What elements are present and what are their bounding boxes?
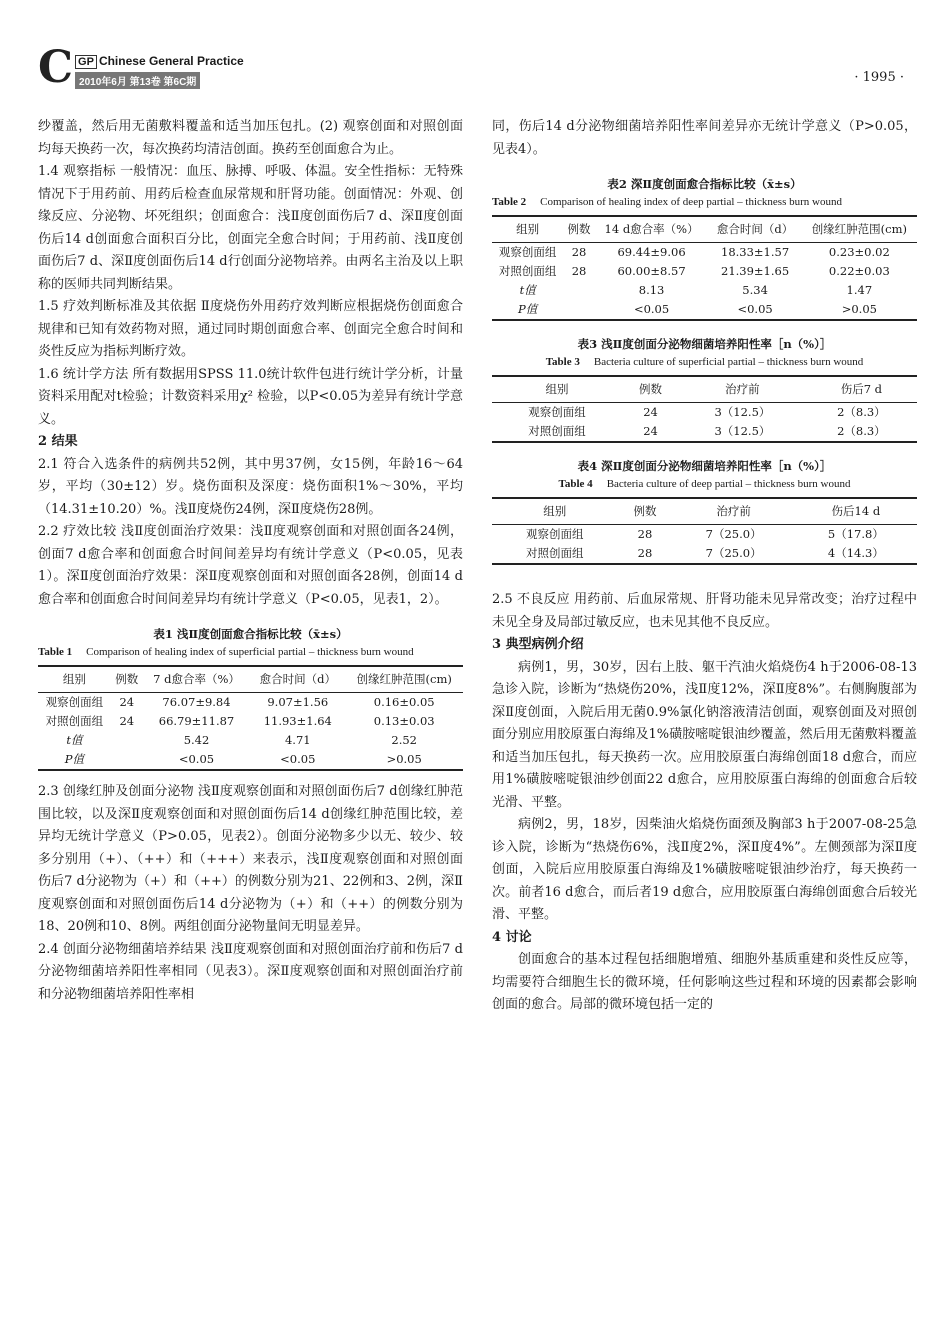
table-header: 治疗前	[673, 498, 795, 525]
table-header: 愈合时间（d）	[708, 216, 801, 243]
table-row: 对照创面组 28 7（25.0） 4（14.3）	[492, 544, 917, 564]
paragraph: 同，伤后14 d分泌物细菌培养阳性率间差异亦无统计学意义（P>0.05，见表4）。	[492, 119, 917, 157]
paragraph: 1.5 疗效判断标准及其依据 Ⅱ度烧伤外用药疗效判断应根据烧伤创面愈合规律和已知有效药物对照，通过同时期创面愈合率、创面完全愈合时间和炎性反应为指标判断疗效。	[38, 299, 463, 359]
table-2	[492, 175, 917, 321]
table-row: 观察创面组 28 69.44±9.06 18.33±1.57 0.23±0.02	[498, 245, 890, 259]
issue-info: 2010年6月 第13卷 第6C期	[75, 72, 200, 89]
table-caption-zh: 表2 深Ⅱ度创面愈合指标比较（x̄±s）	[607, 177, 802, 191]
data-table	[492, 497, 917, 565]
paragraph: 2.5 不良反应 用药前、后血尿常规、肝肾功能未见异常改变；治疗过程中未见全身及局部过敏反应，也未见其他不良反应。	[492, 592, 917, 630]
table-row: P值 <0.05 <0.05 >0.05	[38, 750, 463, 770]
paragraph: 纱覆盖，然后用无菌敷料覆盖和适当加压包扎。(2) 观察创面和对照创面均每天换药一次，每次换药均清洁创面。换药至创面愈合为止。	[38, 119, 463, 157]
table-header: 创缘红肿范围(cm)	[802, 216, 917, 243]
table-caption-en: Table 1 Comparison of healing index of superficial partial – thickness burn wound	[38, 646, 414, 658]
page-header	[38, 42, 918, 93]
logo-letter: C	[38, 42, 74, 93]
table-header: 组别	[492, 498, 617, 525]
table-header: 例数	[617, 498, 672, 525]
section-heading: 4 讨论	[492, 929, 532, 945]
journal-logo	[38, 42, 244, 93]
table-header: 伤后14 d	[795, 498, 917, 525]
table-header: 组别	[38, 666, 111, 693]
journal-name: Chinese General Practice	[98, 54, 244, 68]
data-table	[492, 215, 917, 321]
paragraph: 病例1，男，30岁，因右上肢、躯干汽油火焰烧伤4 h于2006-08-13急诊入院，诊断为“热烧伤20%，浅Ⅱ度12%，深Ⅱ度8%”。右侧胸腹部为深Ⅱ度创面，入院后用无菌0.9%氯化钠溶液清洁创面，观察创面及对照创面分别应用胶原蛋白海绵及1%磺胺嘧啶银油纱覆盖，然后用无菌敷料覆盖和适当加压包扎，每天换药一次。应用胶原蛋白海绵创面18 d愈合，而应用1%磺胺嘧啶银油纱创面22 d愈合，应用胶原蛋白海绵的创面愈合后较光滑、平整。	[492, 659, 917, 810]
paragraph: 2.1 符合入选条件的病例共52例，其中男37例，女15例，年龄16～64岁，平均（30±12）岁。烧伤面积及深度：烧伤面积1%～30%，平均（14.31±10.20）%。浅Ⅱ度烧伤24例，深Ⅱ度烧伤28例。	[38, 456, 463, 517]
table-row: 对照创面组 24 66.79±11.87 11.93±1.64 0.13±0.03	[45, 714, 435, 728]
table-row: t值 5.42 4.71 2.52	[66, 733, 417, 747]
data-table	[38, 665, 463, 771]
table-row: 观察创面组 24 76.07±9.84 9.07±1.56 0.16±0.05	[45, 695, 435, 709]
data-table	[492, 375, 917, 443]
table-caption-en: Table 4 Bacteria culture of deep partial – thickness burn wound	[558, 478, 851, 490]
table-caption-en: Table 3 Bacteria culture of superficial partial – thickness burn wound	[545, 356, 864, 368]
table-header: 例数	[563, 216, 594, 243]
table-1	[38, 625, 463, 771]
table-header: 组别	[492, 376, 622, 403]
logo-gp: GP	[75, 55, 97, 69]
table-caption-zh: 表1 浅Ⅱ度创面愈合指标比较（x̄±s）	[153, 627, 348, 641]
table-header: 组别	[492, 216, 563, 243]
section-heading: 2 结果	[38, 434, 78, 449]
table-header: 伤后7 d	[806, 376, 917, 403]
table-caption-en: Table 2 Comparison of healing index of deep partial – thickness burn wound	[492, 196, 842, 208]
table-header: 愈合时间（d）	[250, 666, 345, 693]
table-row: 对照创面组 24 3（12.5） 2（8.3）	[492, 422, 917, 442]
paragraph: 1.6 统计学方法 所有数据用SPSS 11.0统计软件包进行统计学分析，计量资料采用配对t检验；计数资料采用χ² 检验，以P<0.05为差异有统计学意义。	[38, 366, 463, 427]
section-heading: 3 典型病例介绍	[492, 637, 584, 652]
table-row: 观察创面组 24 3（12.5） 2（8.3）	[528, 405, 886, 419]
paragraph: 病例2，男，18岁，因柴油火焰烧伤面颈及胸部3 h于2007-08-25急诊入院，诊断为“热烧伤6%，浅Ⅱ度2%，深Ⅱ度4%”。左侧颈部为深Ⅱ度创面，入院后应用胶原蛋白海绵及1%磺胺嘧啶银油纱治疗，每天换药一次。前者16 d愈合，而后者19 d愈合，应用胶原蛋白海绵创面愈合后较光滑、平整。	[492, 817, 917, 922]
paragraph: 创面愈合的基本过程包括细胞增殖、细胞外基质重建和炎性反应等，均需要符合细胞生长的微环境，任何影响这些过程和环境的因素都会影响创面的愈合。局部的微环境包括一定的	[492, 952, 917, 1012]
table-row: 观察创面组 28 7（25.0） 5（17.8）	[525, 527, 884, 541]
paragraph: 1.4 观察指标 一般情况：血压、脉搏、呼吸、体温。安全性指标：无特殊情况下于用药前、用药后检查血尿常规和肝肾功能。创面情况：外观、创缘反应、分泌物、坏死组织；创面愈合：浅Ⅱ度创面伤后7 d、深Ⅱ度创面伤后14 d创面愈合面积百分比，创面完全愈合时间；于用药前、浅Ⅱ度创面伤后7 d、深Ⅱ度创面伤后14 d行创面分泌物培养。由两名主治及以上职称的医师共同判断结果。	[38, 164, 463, 292]
table-row: 对照创面组 28 60.00±8.57 21.39±1.65 0.22±0.03	[498, 264, 890, 278]
table-4	[492, 457, 917, 565]
table-row: P值 <0.05 <0.05 >0.05	[492, 300, 917, 320]
page-number: · 1995 ·	[854, 70, 904, 85]
paragraph: 2.2 疗效比较 浅Ⅱ度创面治疗效果：浅Ⅱ度观察创面和对照创面各24例，创面7 d愈合率和创面愈合时间间差异均有统计学意义（P<0.05，见表1）。深Ⅱ度创面治疗效果：深Ⅱ度观察创面和对照创面各28例，创面14 d愈合率和创面愈合时间间差异均有统计学意义（P<0.05，见表1，2）。	[38, 524, 463, 607]
table-header: 治疗前	[679, 376, 806, 403]
right-column	[492, 116, 917, 1017]
left-column	[38, 116, 463, 1006]
paragraph: 2.4 创面分泌物细菌培养结果 浅Ⅱ度观察创面和对照创面治疗前和伤后7 d分泌物细菌培养阳性率相同（见表3）。深Ⅱ度观察创面和对照创面治疗前和分泌物细菌培养阳性率相	[38, 941, 463, 1002]
paragraph: 2.3 创缘红肿及创面分泌物 浅Ⅱ度观察创面和对照创面伤后7 d创缘红肿范围比较，以及深Ⅱ度观察创面和对照创面伤后14 d创缘红肿范围比较，差异均无统计学意义（P>0.05，见表2）。创面分泌物多少以无、较少、较多分别用（+）、（++）和（+++）来表示，浅Ⅱ度观察创面和对照创面伤后7 d分泌物为（+）和（++）的例数分别为21、22例和3、2例，深Ⅱ度观察创面和对照创面伤后14 d分泌物为（+）和（++）的例数分别为18、20例和10、8例。两组创面分泌物量间无明显差异。	[38, 784, 463, 934]
table-caption-zh: 表4 深Ⅱ度创面分泌物细菌培养阳性率［n（%）］	[577, 459, 832, 473]
table-header: 14 d愈合率（%）	[595, 216, 709, 243]
table-header: 创缘红肿范围(cm)	[345, 666, 463, 693]
table-row: t值 8.13 5.34 1.47	[519, 283, 873, 297]
table-caption-zh: 表3 浅Ⅱ度创面分泌物细菌培养阳性率［n（%）］	[577, 337, 832, 351]
table-header: 7 d愈合率（%）	[143, 666, 250, 693]
table-header: 例数	[622, 376, 679, 403]
table-3	[492, 335, 917, 443]
table-header: 例数	[111, 666, 143, 693]
